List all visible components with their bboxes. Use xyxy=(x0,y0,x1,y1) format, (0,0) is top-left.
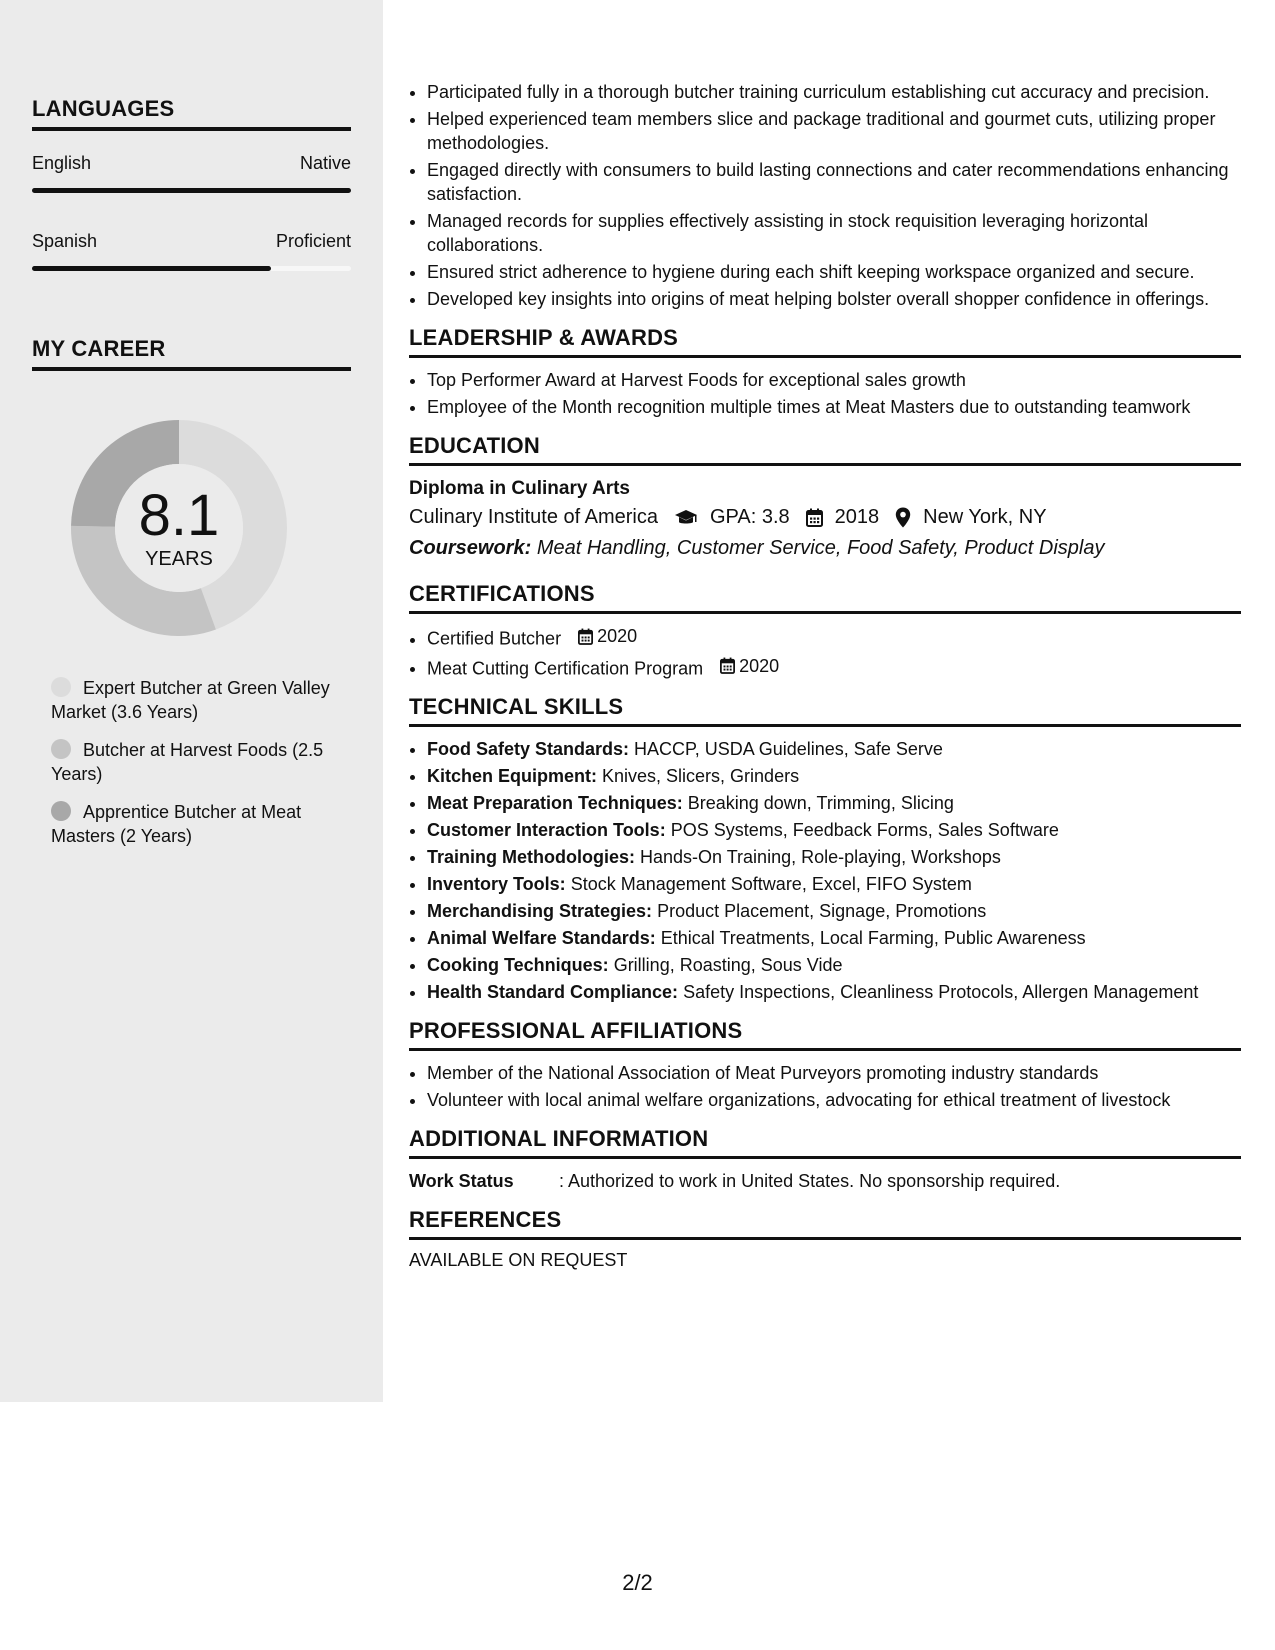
career-section xyxy=(32,336,351,371)
career-legend-dot xyxy=(51,739,71,759)
experience-bullets xyxy=(409,80,1241,311)
coursework-label: Coursework: xyxy=(409,537,532,559)
career-item xyxy=(51,676,341,724)
main-content xyxy=(409,80,1241,1271)
career-item xyxy=(51,738,341,786)
skill-value: Safety Inspections, Cleanliness Protocols, Allergen Management xyxy=(683,982,1199,1002)
skill-item xyxy=(427,899,1241,923)
additional-info-section xyxy=(409,1126,1241,1193)
language-level: Native xyxy=(299,153,351,173)
experience-bullet: • Helped experienced team members slice and package traditional and gourmet cuts, utilizing proper methodologies. xyxy=(427,107,1241,155)
language-bar xyxy=(32,266,351,271)
education-section xyxy=(409,433,1241,563)
skill-value: Grilling, Roasting, Sous Vide xyxy=(613,955,843,975)
skill-label: Cooking Techniques: xyxy=(427,955,609,975)
language-entry xyxy=(32,153,351,193)
skill-item xyxy=(427,791,1241,815)
skill-value: Product Placement, Signage, Promotions xyxy=(657,901,987,921)
skill-value: Breaking down, Trimming, Slicing xyxy=(687,793,954,813)
skill-label: Kitchen Equipment: xyxy=(427,766,597,786)
leadership-heading: LEADERSHIP & AWARDS xyxy=(409,325,1241,358)
affiliations-section xyxy=(409,1018,1241,1112)
education-degree: Diploma in Culinary Arts xyxy=(409,478,630,499)
graduation-cap-icon xyxy=(674,509,698,527)
career-item xyxy=(51,800,341,848)
skill-value: HACCP, USDA Guidelines, Safe Serve xyxy=(634,739,943,759)
career-donut-chart xyxy=(66,415,292,641)
certification-year: 2020 xyxy=(597,626,638,646)
skill-item xyxy=(427,926,1241,950)
skills-section xyxy=(409,694,1241,1004)
leadership-list xyxy=(409,368,1241,419)
skill-value: Ethical Treatments, Local Farming, Public Awareness xyxy=(660,928,1086,948)
education-gpa: GPA: 3.8 xyxy=(710,506,790,528)
experience-bullet: • Developed key insights into origins of meat helping bolster overall shopper confidence in offerings. xyxy=(427,287,1241,311)
skill-value: Stock Management Software, Excel, FIFO System xyxy=(570,874,972,894)
certifications-heading: CERTIFICATIONS xyxy=(409,581,1241,614)
education-school: Culinary Institute of America xyxy=(409,506,658,528)
experience-bullet: • Managed records for supplies effectively assisting in stock requisition leveraging horizontal collaborations. xyxy=(427,209,1241,257)
experience-bullet: • Engaged directly with consumers to build lasting connections and cater recommendations enhancing satisfaction. xyxy=(427,158,1241,206)
language-bar-fill xyxy=(32,188,351,193)
certification-date xyxy=(578,624,637,648)
skill-item xyxy=(427,818,1241,842)
page-number: 2/2 xyxy=(622,1570,653,1595)
languages-heading: LANGUAGES xyxy=(32,96,351,131)
education-heading: EDUCATION xyxy=(409,433,1241,466)
skill-item xyxy=(427,764,1241,788)
career-item-label: Apprentice Butcher at Meat Masters (2 Years) xyxy=(51,802,302,846)
career-legend-dot xyxy=(51,677,71,697)
career-total-value: 8.1 xyxy=(138,482,220,548)
certification-name: Certified Butcher xyxy=(427,628,562,649)
skill-item xyxy=(427,872,1241,896)
calendar-icon xyxy=(720,657,735,674)
career-list xyxy=(51,676,341,862)
skills-heading: TECHNICAL SKILLS xyxy=(409,694,1241,727)
skill-value: POS Systems, Feedback Forms, Sales Software xyxy=(670,820,1059,840)
references-section xyxy=(409,1207,1241,1271)
education-location: New York, NY xyxy=(923,506,1047,528)
certifications-list xyxy=(409,624,1241,680)
certification-year: 2020 xyxy=(739,655,780,676)
affiliation-item: • Member of the National Association of Meat Purveyors promoting industry standards xyxy=(427,1061,1241,1085)
certification-date xyxy=(720,654,779,678)
skill-item xyxy=(427,980,1241,1004)
skill-value: Knives, Slicers, Grinders xyxy=(602,766,800,786)
certification-item xyxy=(427,624,1241,651)
sidebar xyxy=(0,0,383,1402)
education-entry xyxy=(409,476,1241,563)
calendar-icon xyxy=(806,508,823,527)
references-heading: REFERENCES xyxy=(409,1207,1241,1240)
skill-item xyxy=(427,953,1241,977)
career-total-unit: YEARS xyxy=(145,547,213,570)
skill-label: Customer Interaction Tools: xyxy=(427,820,666,840)
language-entry xyxy=(32,231,351,271)
skill-label: Inventory Tools: xyxy=(427,874,566,894)
skill-label: Merchandising Strategies: xyxy=(427,901,653,921)
work-status-value: : Authorized to work in United States. No sponsorship required. xyxy=(559,1171,1061,1191)
skill-label: Food Safety Standards: xyxy=(427,739,630,759)
skill-value: Hands-On Training, Role-playing, Workshops xyxy=(640,847,1001,867)
career-item-label: Expert Butcher at Green Valley Market (3.6 Years) xyxy=(51,678,330,722)
additional-info-heading: ADDITIONAL INFORMATION xyxy=(409,1126,1241,1159)
certification-name: Meat Cutting Certification Program xyxy=(427,658,704,678)
skill-label: Meat Preparation Techniques: xyxy=(427,793,683,813)
career-heading: MY CAREER xyxy=(32,336,351,371)
language-level: Proficient xyxy=(275,231,351,251)
education-year: 2018 xyxy=(834,506,880,528)
language-bar xyxy=(32,188,351,193)
coursework-text: Meat Handling, Customer Service, Food Safety, Product Display xyxy=(536,537,1105,559)
calendar-icon xyxy=(578,628,593,645)
experience-bullet: • Ensured strict adherence to hygiene during each shift keeping workspace organized and secure. xyxy=(427,260,1241,284)
skill-item xyxy=(427,737,1241,761)
skill-label: Animal Welfare Standards: xyxy=(427,928,656,948)
language-name: English xyxy=(32,153,92,173)
certification-item xyxy=(427,654,1241,681)
work-status-row xyxy=(409,1169,1241,1193)
affiliations-heading: PROFESSIONAL AFFILIATIONS xyxy=(409,1018,1241,1051)
language-bar-fill xyxy=(32,266,271,271)
languages-section xyxy=(32,96,351,271)
skill-label: Training Methodologies: xyxy=(427,847,635,867)
education-coursework xyxy=(409,533,1241,563)
experience-bullet: • Participated fully in a thorough butcher training curriculum establishing cut accuracy and precision. xyxy=(427,80,1241,104)
references-text: AVAILABLE ON REQUEST xyxy=(409,1250,628,1270)
work-status-label: Work Status xyxy=(409,1171,514,1191)
career-total xyxy=(66,415,292,641)
certifications-section xyxy=(409,581,1241,680)
skill-item xyxy=(427,845,1241,869)
leadership-section xyxy=(409,325,1241,419)
skill-label: Health Standard Compliance: xyxy=(427,982,679,1002)
education-details xyxy=(409,502,1241,533)
language-name: Spanish xyxy=(32,231,98,251)
affiliations-list xyxy=(409,1061,1241,1112)
leadership-item: • Top Performer Award at Harvest Foods for exceptional sales growth xyxy=(427,368,1241,392)
affiliation-item: • Volunteer with local animal welfare organizations, advocating for ethical treatment of livestock xyxy=(427,1088,1241,1112)
location-pin-icon xyxy=(895,507,911,528)
skills-list xyxy=(409,737,1241,1004)
career-legend-dot xyxy=(51,801,71,821)
leadership-item: • Employee of the Month recognition multiple times at Meat Masters due to outstanding teamwork xyxy=(427,395,1241,419)
career-item-label: Butcher at Harvest Foods (2.5 Years) xyxy=(51,740,324,784)
